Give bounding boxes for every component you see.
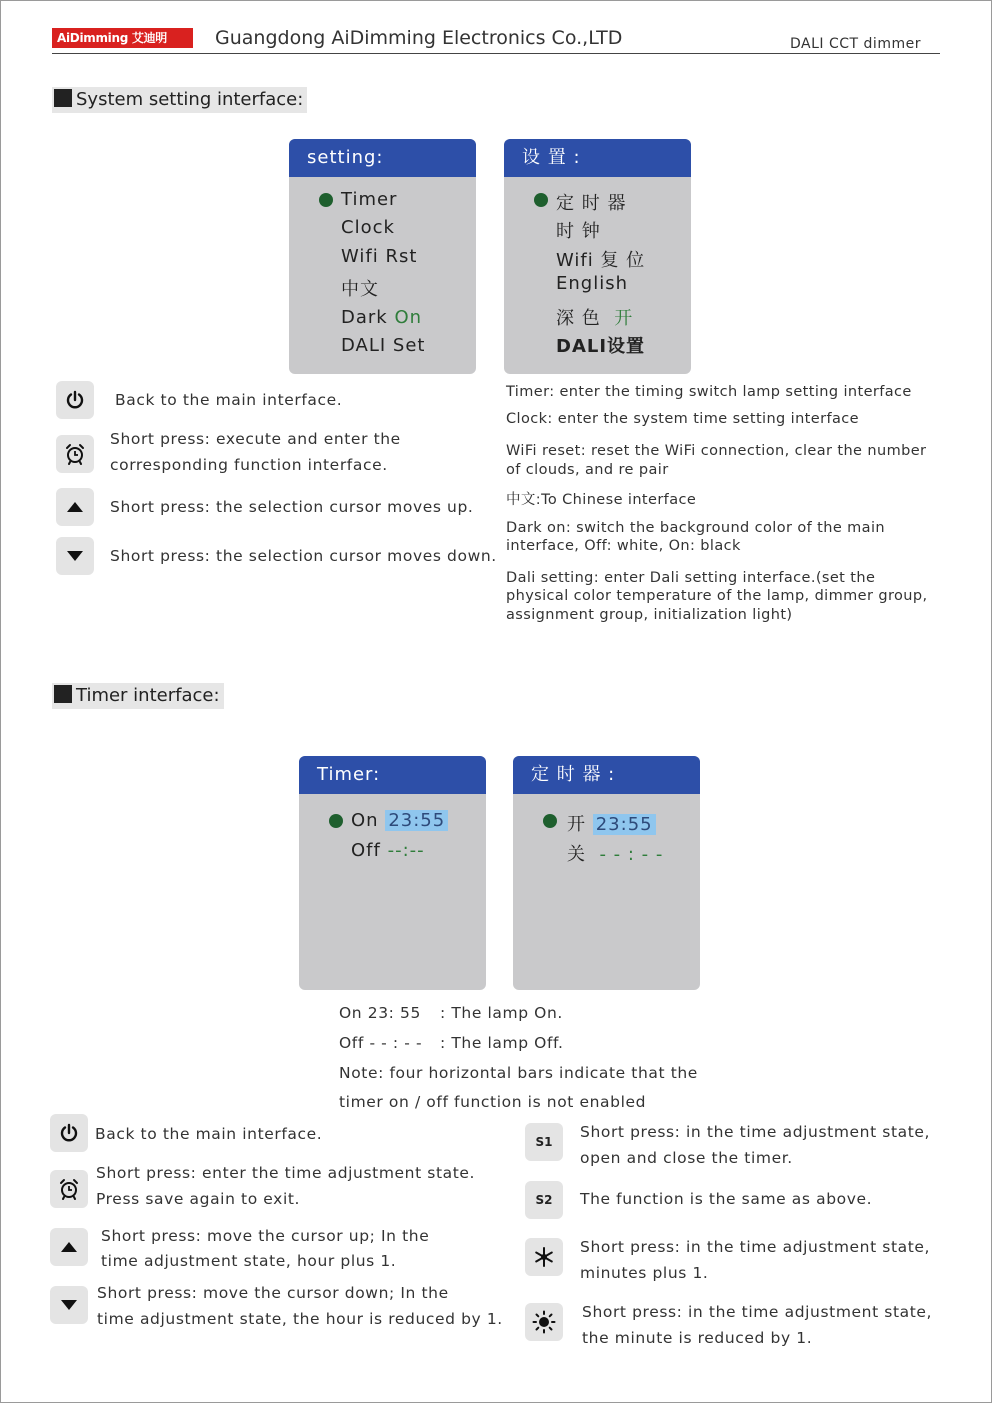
company-name: Guangdong AiDimming Electronics Co.,LTD	[215, 27, 623, 49]
on-label: 开	[567, 814, 586, 835]
note-dali-line1: Dali setting: enter Dali setting interface.(set the	[506, 570, 876, 586]
off-label: Off	[351, 840, 381, 861]
sun-icon	[532, 1310, 556, 1334]
section-title: Timer interface:	[76, 685, 220, 706]
heading-square-icon	[54, 89, 72, 107]
timer-clock-desc-line1: Short press: enter the time adjustment state.	[96, 1164, 476, 1182]
dark-label: Dark	[341, 307, 388, 328]
sun-desc-line2: the minute is reduced by 1.	[582, 1329, 813, 1347]
note-language: 中文:To Chinese interface	[506, 492, 697, 508]
lcd-timer-en	[299, 756, 486, 990]
lcd-title: Timer:	[299, 756, 486, 794]
explain-off-left: Off - - : - -	[339, 1034, 423, 1052]
timer-down-desc-line1: Short press: move the cursor down; In the	[97, 1284, 449, 1302]
product-name: DALI CCT dimmer	[790, 36, 921, 52]
cursor-dot-icon	[319, 193, 333, 207]
on-time-value: 23:55	[385, 810, 448, 831]
lcd-setting-en	[289, 139, 476, 374]
clock-desc-line1: Short press: execute and enter the	[110, 430, 401, 448]
down-button[interactable]	[56, 537, 94, 575]
menu-item-timer-cn: 定 时 器	[556, 193, 627, 214]
lcd-title: 定 时 器 :	[513, 756, 700, 794]
s1-icon: S1	[535, 1135, 553, 1149]
on-time-value: 23:55	[593, 814, 656, 835]
menu-item-clock-cn: 时 钟	[556, 221, 601, 242]
note-wifi-line1: WiFi reset: reset the WiFi connection, clear the number	[506, 443, 927, 459]
note-dark-line2: interface, Off: white, On: black	[506, 538, 741, 554]
alarm-clock-icon	[58, 1178, 80, 1200]
clock-desc-line2: corresponding function interface.	[110, 456, 388, 474]
off-time-value: - - : - -	[599, 844, 664, 865]
s1-desc-line1: Short press: in the time adjustment state,	[580, 1123, 931, 1141]
off-label: 关	[567, 844, 586, 865]
menu-item-dali-cn: DALI设置	[556, 336, 646, 357]
s2-desc: The function is the same as above.	[580, 1190, 873, 1208]
down-desc: Short press: the selection cursor moves down.	[110, 547, 497, 565]
menu-item-wifi-rst: Wifi Rst	[341, 246, 418, 267]
power-button[interactable]	[56, 381, 94, 419]
timer-down-desc-line2: time adjustment state, the hour is reduced by 1.	[97, 1310, 503, 1328]
dark-label: 深 色	[556, 308, 601, 329]
snowflake-button[interactable]	[525, 1238, 563, 1276]
timer-down-button[interactable]	[50, 1286, 88, 1324]
timer-clock-button[interactable]	[50, 1170, 88, 1208]
header-divider	[52, 53, 940, 54]
note-line2: timer on / off function is not enabled	[339, 1093, 647, 1111]
menu-item-wifi-cn: Wifi 复 位	[556, 250, 646, 271]
note-line1: Note: four horizontal bars indicate that the	[339, 1064, 698, 1082]
note-timer: Timer: enter the timing switch lamp setting interface	[506, 384, 912, 400]
dark-value: 开	[614, 308, 634, 329]
menu-item-dali-set: DALI Set	[341, 335, 426, 356]
arrow-up-icon	[65, 500, 85, 514]
explain-on-right: : The lamp On.	[440, 1004, 563, 1022]
menu-item-language: 中文	[341, 279, 379, 300]
up-desc: Short press: the selection cursor moves up.	[110, 498, 474, 516]
arrow-down-icon	[65, 549, 85, 563]
power-icon	[58, 1122, 80, 1144]
clock-button[interactable]	[56, 435, 94, 473]
heading-square-icon	[54, 685, 72, 703]
company-logo: AiDimming 艾迪明	[52, 28, 193, 48]
cursor-dot-icon	[534, 193, 548, 207]
s1-button[interactable]	[525, 1123, 563, 1161]
timer-up-desc-line2: time adjustment state, hour plus 1.	[101, 1252, 397, 1270]
cursor-dot-icon	[329, 814, 343, 828]
up-button[interactable]	[56, 488, 94, 526]
s1-desc-line2: open and close the timer.	[580, 1149, 793, 1167]
menu-item-clock: Clock	[341, 217, 395, 238]
note-wifi-line2: of clouds, and re pair	[506, 462, 669, 478]
on-label: On	[351, 810, 379, 831]
cursor-dot-icon	[543, 814, 557, 828]
menu-item-dark-cn	[556, 304, 633, 330]
timer-clock-desc-line2: Press save again to exit.	[96, 1190, 301, 1208]
sun-button[interactable]	[525, 1303, 563, 1341]
snowflake-desc-line1: Short press: in the time adjustment state,	[580, 1238, 931, 1256]
explain-off-right: : The lamp Off.	[440, 1034, 564, 1052]
timer-off-row-cn	[567, 840, 663, 866]
alarm-clock-icon	[64, 443, 86, 465]
timer-power-desc: Back to the main interface.	[95, 1125, 323, 1143]
timer-on-row	[351, 810, 448, 831]
system-section-heading	[52, 87, 307, 113]
menu-item-timer: Timer	[341, 189, 398, 210]
arrow-down-icon	[59, 1298, 79, 1312]
timer-up-button[interactable]	[50, 1228, 88, 1266]
timer-on-row-cn	[567, 810, 656, 836]
explain-on-left: On 23: 55	[339, 1004, 421, 1022]
snowflake-desc-line2: minutes plus 1.	[580, 1264, 709, 1282]
timer-off-row	[351, 840, 425, 861]
menu-item-english: English	[556, 273, 628, 294]
lcd-title: 设 置 :	[504, 139, 691, 177]
sun-desc-line1: Short press: in the time adjustment state,	[582, 1303, 933, 1321]
menu-item-dark	[341, 307, 422, 328]
s2-icon: S2	[535, 1193, 553, 1207]
power-icon	[64, 389, 86, 411]
s2-button[interactable]	[525, 1181, 563, 1219]
note-dali-line2: physical color temperature of the lamp, dimmer group,	[506, 588, 928, 604]
note-dark-line1: Dark on: switch the background color of the main	[506, 520, 885, 536]
dark-value: On	[394, 307, 423, 328]
lcd-title: setting:	[289, 139, 476, 177]
timer-power-button[interactable]	[50, 1114, 88, 1152]
note-clock: Clock: enter the system time setting interface	[506, 411, 859, 427]
off-time-value: --:--	[387, 840, 425, 861]
power-desc: Back to the main interface.	[115, 391, 343, 409]
section-title: System setting interface:	[76, 89, 304, 110]
snowflake-icon	[533, 1246, 555, 1268]
timer-section-heading	[52, 683, 224, 709]
arrow-up-icon	[59, 1240, 79, 1254]
lcd-setting-cn	[504, 139, 691, 374]
lcd-timer-cn	[513, 756, 700, 990]
timer-up-desc-line1: Short press: move the cursor up; In the	[101, 1227, 430, 1245]
note-dali-line3: assignment group, initialization light)	[506, 607, 793, 623]
